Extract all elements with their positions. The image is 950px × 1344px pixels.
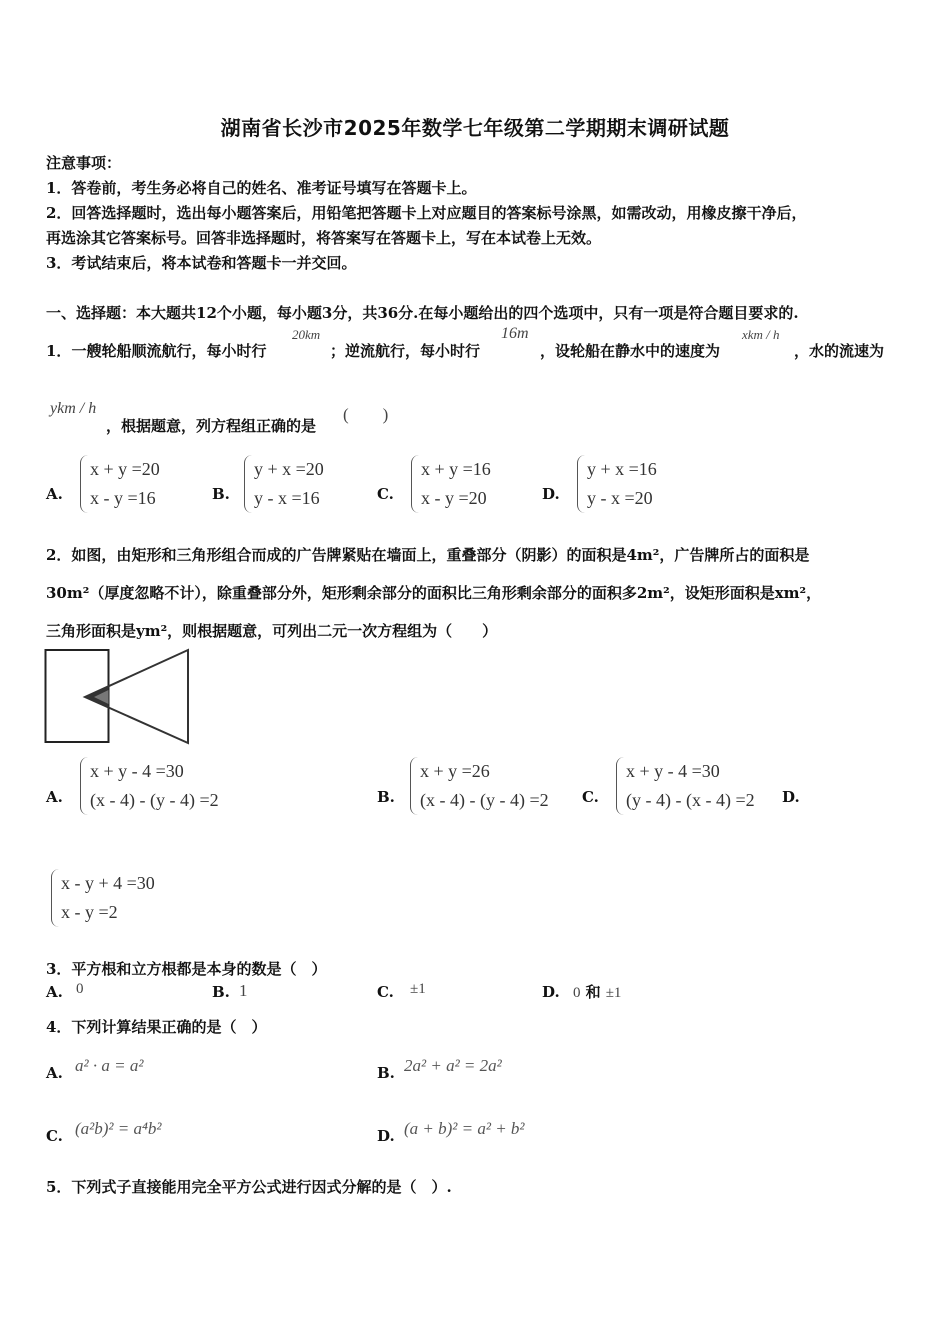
equation-line: x - y =2	[61, 902, 118, 922]
equation-line: x + y =26	[420, 761, 490, 781]
question-2-line: 30m²（厚度忽略不计），除重叠部分外，矩形剩余部分的面积比三角形剩余部分的面积多2m²，设矩形面积是xm²，	[46, 584, 822, 602]
math-ykmh: ykm / h	[50, 400, 97, 417]
equation-line: (y - 4) - (x - 4) =2	[626, 790, 755, 810]
equation-line: x + y - 4 =30	[90, 761, 184, 781]
stem-text: ，水的流速为	[794, 342, 885, 360]
notice-heading: 注意事项：	[46, 154, 122, 172]
option-formula: (a²b)² = a⁴b²	[75, 1119, 162, 1138]
equation-line: x + y =16	[421, 459, 491, 479]
option-label: D.	[542, 485, 560, 503]
option-label: D.	[377, 1127, 395, 1145]
option-label: B.	[377, 788, 395, 806]
option-value-zero: 0	[573, 985, 581, 1001]
equation-system	[411, 455, 491, 513]
section-heading: 一、选择题：本大题共12个小题，每小题3分，共36分.在每小题给出的四个选项中，只有一项是符合题目要求的.	[46, 304, 799, 322]
equation-line: y - x =16	[254, 488, 320, 508]
equation-line: (x - 4) - (y - 4) =2	[420, 790, 549, 810]
equation-line: x + y - 4 =30	[626, 761, 720, 781]
option-label: C.	[377, 485, 394, 503]
math-16m: 16m	[501, 325, 529, 342]
question-1-stem	[46, 340, 266, 361]
option-formula: 2a² + a² = 2a²	[404, 1056, 502, 1075]
option-value: 1	[239, 981, 248, 1000]
option-label: B.	[377, 1064, 395, 1082]
option-formula: (a + b)² = a² + b²	[404, 1119, 525, 1138]
option-label: A.	[46, 983, 63, 1001]
equation-system	[80, 455, 160, 513]
option-label: A.	[46, 1064, 63, 1082]
stem-text: ；逆流航行，每小时行	[330, 342, 481, 360]
equation-line: (x - 4) - (y - 4) =2	[90, 790, 219, 810]
equation-line: y + x =16	[587, 459, 657, 479]
notice-item: 3．考试结束后，将本试卷和答题卡一并交回。	[46, 254, 357, 272]
option-value: ±1	[410, 981, 426, 997]
equation-line: y - x =20	[587, 488, 653, 508]
question-3-stem: 3．平方根和立方根都是本身的数是（ ）	[46, 960, 327, 978]
equation-line: x - y =20	[421, 488, 487, 508]
option-label: A.	[46, 485, 63, 503]
question-2-line: 2．如图，由矩形和三角形组合而成的广告牌紧贴在墙面上，重叠部分（阴影）的面积是4m²，广告牌所占的面积是	[46, 546, 810, 564]
equation-system	[244, 455, 324, 513]
option-label: C.	[582, 788, 599, 806]
equation-system	[51, 869, 155, 927]
notice-item: 2．回答选择题时，选出每小题答案后，用铅笔把答题卡上对应题目的答案标号涂黑，如需改动，用橡皮擦干净后，	[46, 204, 807, 222]
option-label: B.	[212, 485, 230, 503]
option-value-pm: ±1	[605, 985, 622, 1001]
stem-text: ，根据题意，列方程组正确的是	[106, 417, 317, 435]
notice-item: 1．答卷前，考生务必将自己的姓名、准考证号填写在答题卡上。	[46, 179, 477, 197]
option-connector: 和	[585, 983, 601, 1001]
equation-system	[616, 757, 755, 815]
option-label: C.	[377, 983, 394, 1001]
option-value: 0	[76, 981, 84, 997]
math-xkmh: xkm / h	[742, 327, 780, 342]
stem-text: ，设轮船在静水中的速度为	[540, 342, 721, 360]
option-label: A.	[46, 788, 63, 806]
option-label: D.	[542, 983, 560, 1001]
page-title: 湖南省长沙市2025年数学七年级第二学期期末调研试题	[220, 116, 730, 140]
answer-blank: ( )	[343, 405, 389, 424]
equation-system	[80, 757, 219, 815]
equation-line: x - y + 4 =30	[61, 873, 155, 893]
option-formula: a² · a = a²	[75, 1056, 144, 1075]
notice-item: 再选涂其它答案标号。回答非选择题时，将答案写在答题卡上，写在本试卷上无效。	[46, 229, 602, 247]
question-5-stem: 5．下列式子直接能用完全平方公式进行因式分解的是（ ）.	[46, 1178, 452, 1196]
equation-system	[410, 757, 549, 815]
question-2-line: 三角形面积是ym²，则根据题意，可列出二元一次方程组为（ ）	[46, 622, 498, 640]
question-number: 1．	[46, 342, 72, 360]
option-label: B.	[212, 983, 230, 1001]
equation-line: y + x =20	[254, 459, 324, 479]
option-value	[573, 981, 621, 1002]
math-20km: 20km	[292, 327, 321, 342]
equation-line: x - y =16	[90, 488, 156, 508]
equation-line: x + y =20	[90, 459, 160, 479]
equation-system	[577, 455, 657, 513]
question-4-stem: 4．下列计算结果正确的是（ ）	[46, 1018, 267, 1036]
option-label: D.	[782, 788, 800, 806]
option-label: C.	[46, 1127, 63, 1145]
billboard-figure	[44, 648, 192, 746]
stem-text: 一艘轮船顺流航行，每小时行	[71, 342, 267, 360]
